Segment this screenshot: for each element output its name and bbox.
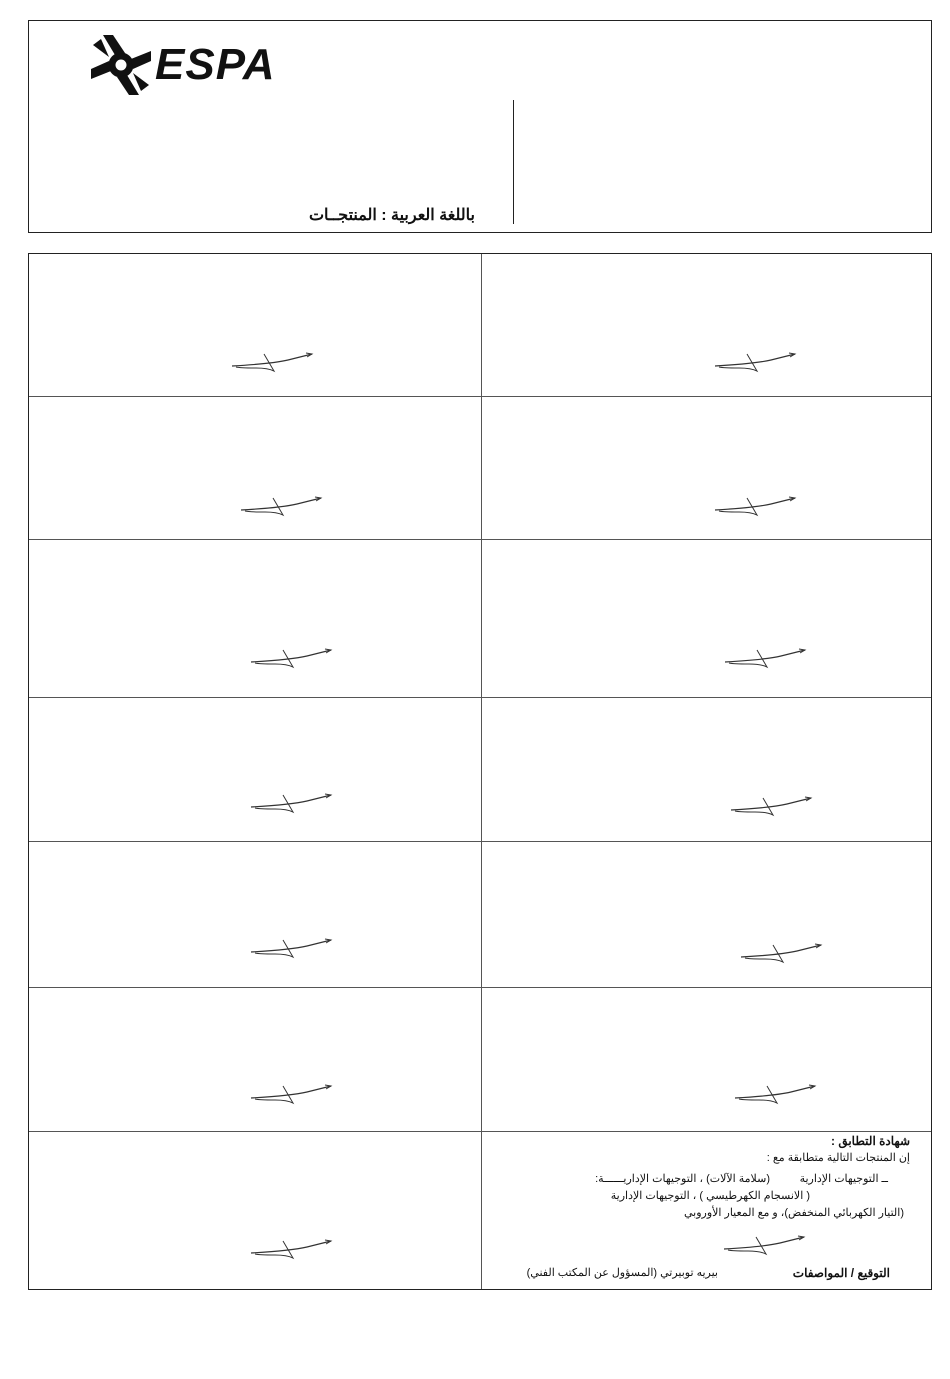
- grid-row: [29, 396, 931, 540]
- document-header: [28, 20, 932, 233]
- signature-icon: [713, 351, 797, 375]
- signer-name: بيريه توبيرتي (المسؤول عن المكتب الفني): [526, 1267, 718, 1279]
- brand-name: ESPA: [155, 40, 276, 89]
- header-divider: [513, 100, 514, 224]
- brand-logo: [91, 31, 276, 99]
- signature-icon: [729, 795, 813, 819]
- signature-label: التوقيع / المواصفات: [792, 1266, 890, 1280]
- grid-row: [29, 539, 931, 698]
- signature-icon: [249, 937, 333, 961]
- espa-turbine-icon: [91, 33, 151, 97]
- signature-icon: [713, 495, 797, 519]
- signature-icon: [249, 1083, 333, 1107]
- signature-icon: [249, 792, 333, 816]
- products-label: باللغة العربية : المنتجــات: [308, 207, 475, 224]
- signature-icon: [739, 942, 823, 966]
- conformity-certificate: [478, 1134, 910, 1286]
- signature-icon: [722, 1234, 806, 1258]
- signature-icon: [230, 351, 314, 375]
- certificate-directive-machinery-note: (سلامة الآلات) ، التوجيهات الإداريــــــة:: [595, 1173, 770, 1185]
- signature-icon: [249, 1238, 333, 1262]
- signature-icon: [733, 1083, 817, 1107]
- certificate-directive-machinery: ــ التوجيهات الإدارية: [799, 1173, 888, 1185]
- certificate-title: شهادة التطابق :: [831, 1134, 910, 1148]
- grid-row: [29, 254, 931, 396]
- certificate-directive-emc: ( الانسجام الكهرطيسي ) ، التوجيهات الإدارية: [610, 1190, 810, 1202]
- certificate-intro: إن المنتجات التالية متطابقة مع :: [766, 1152, 910, 1164]
- signature-icon: [723, 647, 807, 671]
- grid-row: [29, 697, 931, 842]
- certificate-directive-lv: (التيار الكهربائي المنخفض)، و مع المعيار الأوروبي: [683, 1207, 904, 1219]
- grid-row: [29, 841, 931, 988]
- grid-row: [29, 987, 931, 1132]
- signature-icon: [239, 495, 323, 519]
- signature-icon: [249, 647, 333, 671]
